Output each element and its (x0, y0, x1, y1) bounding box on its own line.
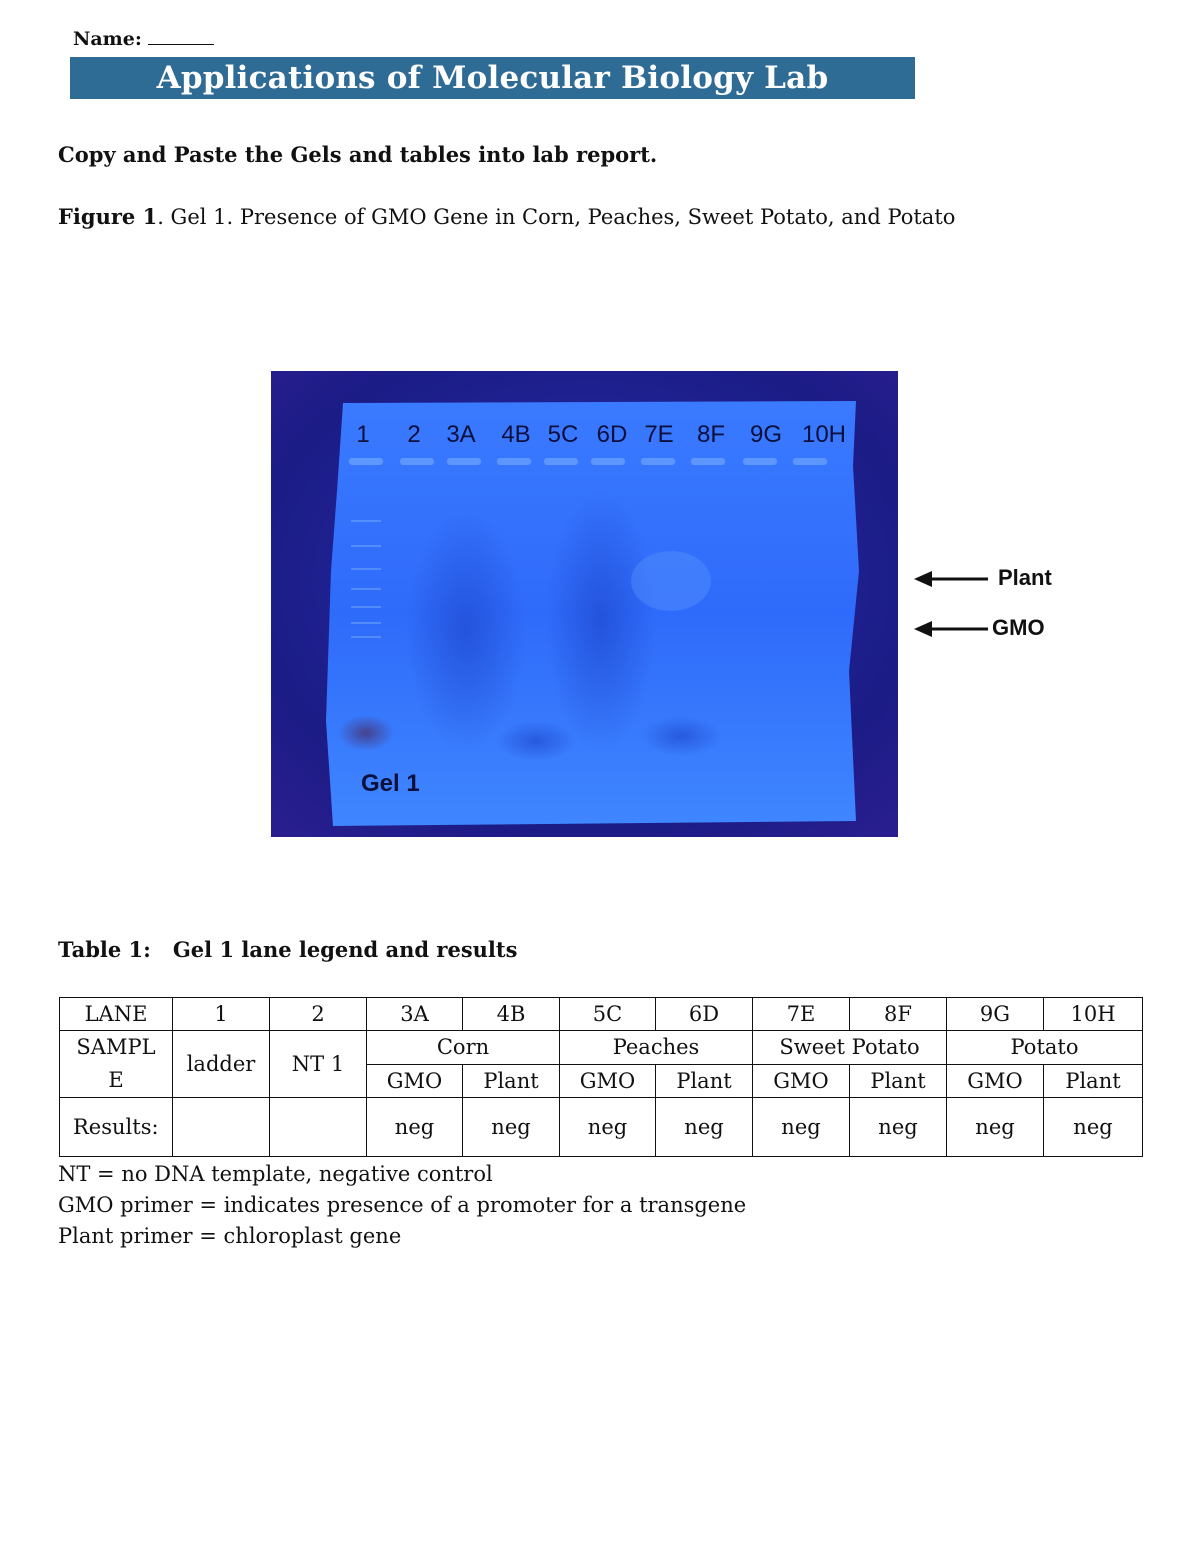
figure-caption (58, 204, 955, 229)
well-7 (641, 458, 675, 465)
table-row-sample (60, 1031, 1143, 1065)
primer-cell: GMO (753, 1064, 850, 1098)
plant-band-label: Plant (998, 565, 1052, 590)
well-2 (400, 458, 434, 465)
gel-lane-label: 10H (801, 421, 847, 448)
gel-lane-label: 8F (696, 421, 726, 448)
name-field (73, 28, 214, 50)
group-cell: Potato (947, 1031, 1143, 1065)
table-cell: 4B (463, 998, 560, 1031)
lane-legend-table (59, 997, 1143, 1157)
primer-cell: Plant (1044, 1064, 1143, 1098)
table-cell: 7E (753, 998, 850, 1031)
name-label: Name: (73, 28, 142, 50)
worksheet-title: Applications of Molecular Biology Lab Worksheet (70, 57, 915, 99)
lane-header: LANE (60, 998, 173, 1031)
glow-spot (631, 551, 711, 611)
group-cell: Sweet Potato (753, 1031, 947, 1065)
primer-cell: GMO (560, 1064, 656, 1098)
table-cell: ladder (173, 1031, 270, 1098)
well-3 (447, 458, 481, 465)
primer-cell: GMO (947, 1064, 1044, 1098)
primer-cell: Plant (463, 1064, 560, 1098)
result-cell: neg (367, 1098, 463, 1157)
result-cell: neg (560, 1098, 656, 1157)
gel-photo (271, 371, 898, 837)
note-nt: NT = no DNA template, negative control (58, 1162, 493, 1186)
group-cell: Peaches (560, 1031, 753, 1065)
table-cell: 5C (560, 998, 656, 1031)
table-cell: 10H (1044, 998, 1143, 1031)
gmo-band-marker (914, 614, 1104, 644)
result-cell (270, 1098, 367, 1157)
gel-lane-label: 6D (596, 421, 628, 448)
left-arrow-icon (914, 614, 990, 644)
gel-label: Gel 1 (361, 770, 420, 797)
well-5 (544, 458, 578, 465)
lane-smear-center (546, 491, 656, 751)
table-cell: 8F (850, 998, 947, 1031)
well-6 (591, 458, 625, 465)
result-cell: neg (753, 1098, 850, 1157)
note-gmo-primer: GMO primer = indicates presence of a promoter for a transgene (58, 1193, 747, 1217)
table-cell: NT 1 (270, 1031, 367, 1098)
ladder-dye-front (338, 715, 394, 751)
gmo-band-label: GMO (992, 615, 1045, 640)
table-cell: 6D (656, 998, 753, 1031)
gel-lane-label: 9G (749, 421, 783, 448)
result-cell: neg (850, 1098, 947, 1157)
plant-band-marker (914, 564, 1104, 594)
primer-cell: Plant (656, 1064, 753, 1098)
group-cell: Corn (367, 1031, 560, 1065)
dye-front-blob-1 (496, 721, 576, 761)
figure-label: Figure 1 (58, 204, 158, 229)
name-blank-line (148, 30, 214, 45)
gel-lane-label: 3A (446, 421, 476, 448)
note-plant-primer: Plant primer = chloroplast gene (58, 1224, 402, 1248)
well-8 (691, 458, 725, 465)
well-9 (743, 458, 777, 465)
primer-cell: GMO (367, 1064, 463, 1098)
gel-lane-label: 4B (501, 421, 531, 448)
left-arrow-icon (914, 564, 990, 594)
table-cell: 1 (173, 998, 270, 1031)
well-4 (497, 458, 531, 465)
figure-caption-text: . Gel 1. Presence of GMO Gene in Corn, Peaches, Sweet Potato, and Potato (157, 205, 956, 229)
well-10 (793, 458, 827, 465)
result-cell: neg (463, 1098, 560, 1157)
table-row-lane (60, 998, 1143, 1031)
gel-lane-label: 7E (644, 421, 674, 448)
sample-header (60, 1031, 173, 1098)
instructions: Copy and Paste the Gels and tables into lab report. (58, 142, 658, 167)
table-cell: 9G (947, 998, 1044, 1031)
dye-front-blob-2 (641, 716, 721, 756)
results-header: Results: (60, 1098, 173, 1157)
lane-smear-left (406, 511, 526, 751)
sample-header-text: SAMPLE (76, 1035, 156, 1092)
result-cell: neg (1044, 1098, 1143, 1157)
table-cell: 3A (367, 998, 463, 1031)
gel-lane-label: 1 (356, 421, 370, 448)
gel-lane-label: 2 (407, 421, 421, 448)
table-cell: 2 (270, 998, 367, 1031)
primer-cell: Plant (850, 1064, 947, 1098)
table-row-results (60, 1098, 1143, 1157)
result-cell (173, 1098, 270, 1157)
result-cell: neg (947, 1098, 1044, 1157)
table-caption: Table 1: Gel 1 lane legend and results (58, 937, 518, 962)
result-cell: neg (656, 1098, 753, 1157)
well-1 (349, 458, 383, 465)
gel-lane-label: 5C (547, 421, 579, 448)
